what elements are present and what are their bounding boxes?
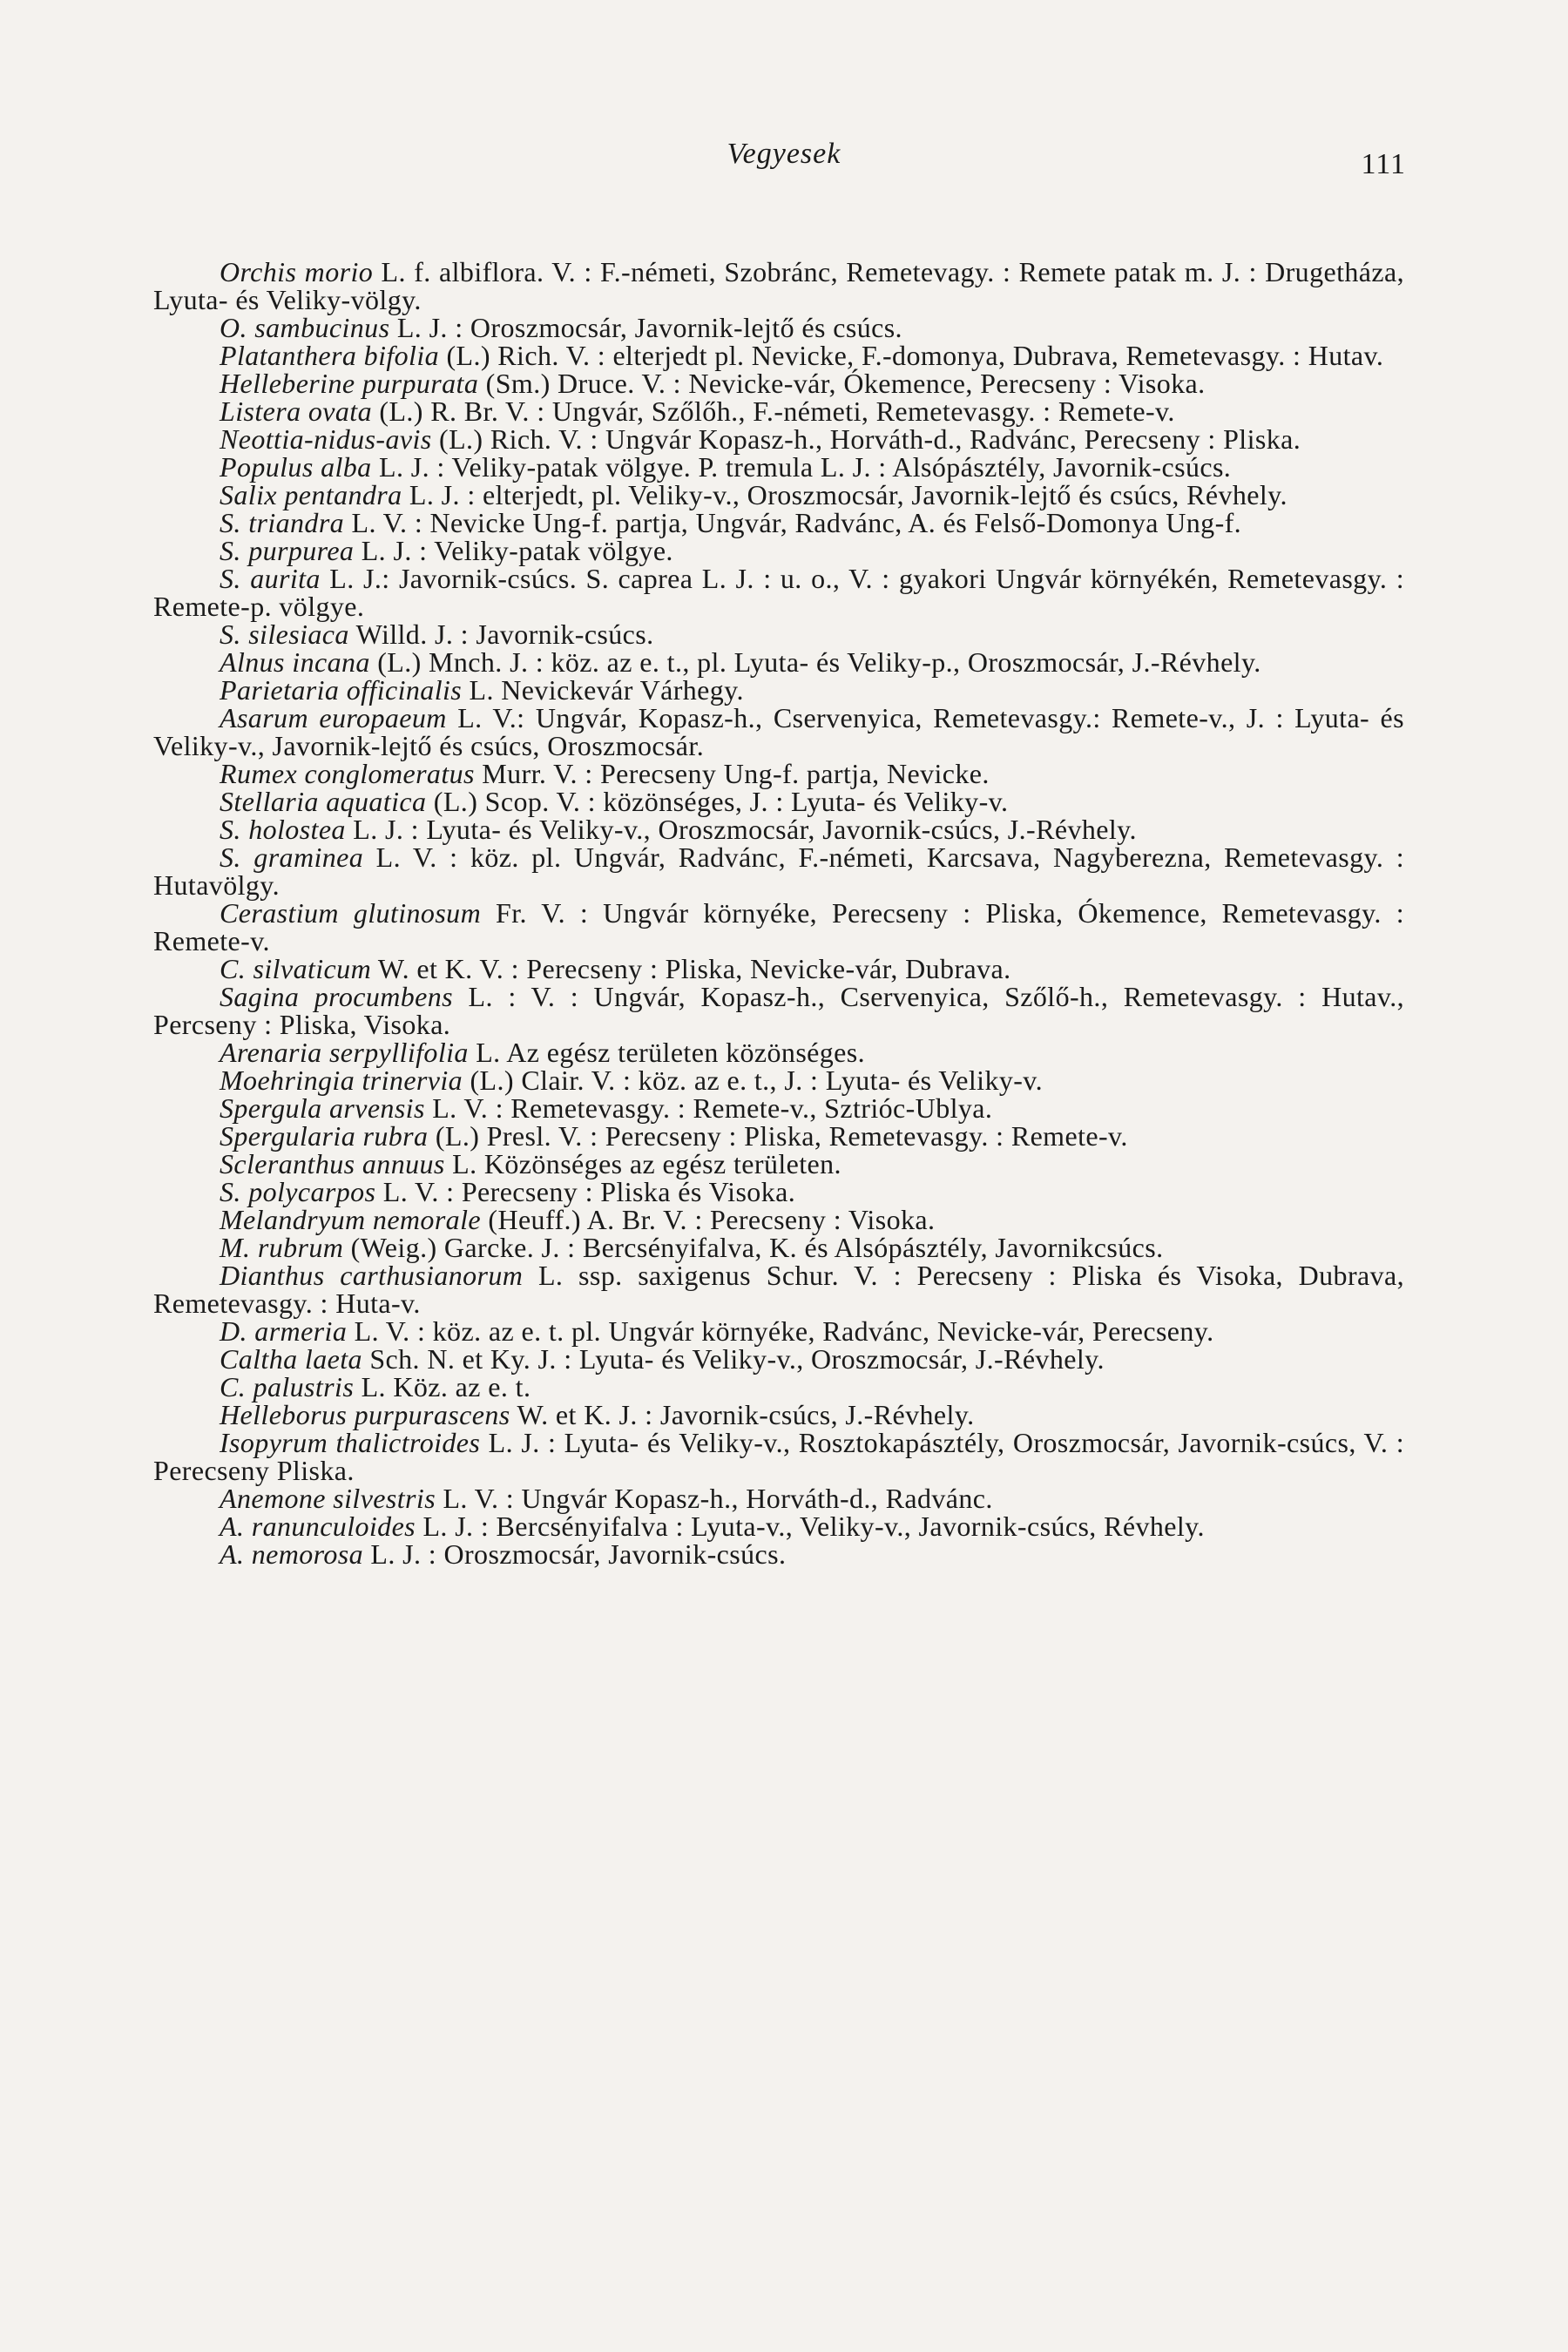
entry-text: L. f. albiflora. V. : F.-németi, Szobránc, Remetevagy. : Remete patak m. J. : Drugetháza, Lyuta- és Veliky-völgy.	[153, 256, 1404, 315]
species-name: D. armeria	[220, 1315, 348, 1347]
entry-text: Murr. V. : Perecseny Ung-f. partja, Nevicke.	[474, 758, 990, 789]
species-name: Melandryum nemorale	[220, 1204, 481, 1235]
species-name: Sagina procumbens	[220, 981, 454, 1012]
list-item	[153, 397, 1404, 425]
list-item	[153, 453, 1404, 481]
species-name: S. polycarpos	[220, 1176, 376, 1207]
entry-text: L. J. : Veliky-patak völgye.	[354, 535, 673, 566]
entry-text: L. J. : Oroszmocsár, Javornik-csúcs.	[362, 1538, 787, 1570]
species-name: A. nemorosa	[220, 1538, 363, 1570]
entry-text: (L.) R. Br. V. : Ungvár, Szőlőh., F.-németi, Remetevasgy. : Remete-v.	[371, 395, 1175, 427]
entry-text: (L.) Presl. V. : Perecseny : Pliska, Remetevasgy. : Remete-v.	[428, 1120, 1128, 1152]
species-name: Asarum europaeum	[220, 702, 447, 733]
species-name: S. purpurea	[220, 535, 355, 566]
list-item	[153, 1122, 1404, 1150]
list-item	[153, 564, 1404, 620]
list-item	[153, 676, 1404, 704]
species-name: Arenaria serpyllifolia	[220, 1037, 469, 1068]
list-item	[153, 843, 1404, 899]
species-name: Listera ovata	[220, 395, 372, 427]
entry-text: (Sm.) Druce. V. : Nevicke-vár, Ókemence, Perecseny : Visoka.	[478, 368, 1206, 399]
entry-text: Willd. J. : Javornik-csúcs.	[348, 618, 654, 650]
list-item	[153, 1066, 1404, 1094]
list-item	[153, 1401, 1404, 1429]
list-item	[153, 648, 1404, 676]
list-item	[153, 481, 1404, 509]
species-name: Spergula arvensis	[220, 1092, 425, 1124]
species-name: Helleborus purpurascens	[220, 1399, 510, 1430]
species-name: S. triandra	[220, 507, 345, 538]
entry-text: L. J. : Lyuta- és Veliky-v., Oroszmocsár, Javornik-csúcs, J.-Révhely.	[345, 814, 1137, 845]
species-name: Stellaria aquatica	[220, 786, 427, 817]
species-name: A. ranunculoides	[220, 1511, 416, 1542]
species-name: Anemone silvestris	[220, 1483, 436, 1514]
species-name: Platanthera bifolia	[220, 340, 440, 371]
species-name: M. rubrum	[220, 1232, 344, 1263]
entry-text: (L.) Mnch. J. : köz. az e. t., pl. Lyuta- és Veliky-p., Oroszmocsár, J.-Révhely.	[369, 646, 1261, 678]
entry-text: (Weig.) Garcke. J. : Bercsényifalva, K. és Alsópásztély, Javornikcsúcs.	[343, 1232, 1164, 1263]
entry-text: W. et K. J. : Javornik-csúcs, J.-Révhely.	[510, 1399, 975, 1430]
entry-text: L. J. : elterjedt, pl. Veliky-v., Oroszmocsár, Javornik-lejtő és csúcs, Révhely.	[402, 479, 1288, 510]
list-item	[153, 314, 1404, 341]
species-name: Isopyrum thalictroides	[220, 1427, 481, 1458]
list-item	[153, 258, 1404, 314]
species-name: Neottia-nidus-avis	[220, 423, 432, 455]
species-name: S. aurita	[220, 563, 321, 594]
species-name: Helleberine purpurata	[220, 368, 479, 399]
page-number: 111	[1361, 148, 1406, 180]
entry-text: L. Köz. az e. t.	[354, 1371, 531, 1402]
species-name: Caltha laeta	[220, 1343, 362, 1375]
list-item	[153, 983, 1404, 1038]
entry-text: L. V. : Perecseny : Pliska és Visoka.	[375, 1176, 796, 1207]
entry-text: L. V. : Ungvár Kopasz-h., Horváth-d., Radvánc.	[436, 1483, 993, 1514]
entry-text: L. : V. : Ungvár, Kopasz-h., Cservenyica, Szőlő-h., Remetevasgy. : Hutav., Percseny : Pliska, Visoka.	[153, 981, 1404, 1040]
list-item	[153, 1178, 1404, 1206]
species-name: S. silesiaca	[220, 618, 349, 650]
list-item	[153, 1484, 1404, 1512]
list-item	[153, 1150, 1404, 1178]
species-name: Spergularia rubra	[220, 1120, 429, 1152]
species-name: Alnus incana	[220, 646, 370, 678]
entry-text: Sch. N. et Ky. J. : Lyuta- és Veliky-v., Oroszmocsár, J.-Révhely.	[362, 1343, 1105, 1375]
entry-text: L. J. : Oroszmocsár, Javornik-lejtő és csúcs.	[389, 312, 902, 343]
list-item	[153, 1094, 1404, 1122]
list-item	[153, 509, 1404, 537]
entry-text: (L.) Rich. V. : elterjedt pl. Nevicke, F.-domonya, Dubrava, Remetevasgy. : Hutav.	[439, 340, 1384, 371]
entry-text: (L.) Scop. V. : közönséges, J. : Lyuta- és Veliky-v.	[426, 786, 1009, 817]
list-item	[153, 1540, 1404, 1568]
list-item	[153, 1512, 1404, 1540]
list-item	[153, 787, 1404, 815]
list-item	[153, 425, 1404, 453]
entry-text: L. J.: Javornik-csúcs. S. caprea L. J. : u. o., V. : gyakori Ungvár környékén, Remetevasgy. : Remete-p. völgye.	[153, 563, 1404, 622]
list-item	[153, 341, 1404, 369]
list-item	[153, 704, 1404, 760]
species-name: C. silvaticum	[220, 953, 372, 984]
entry-text: L. V. : köz. pl. Ungvár, Radvánc, F.-németi, Karcsava, Nagyberezna, Remetevasgy. : Hutavölgy.	[153, 841, 1404, 901]
entry-text: W. et K. V. : Perecseny : Pliska, Nevicke-vár, Dubrava.	[371, 953, 1011, 984]
list-item	[153, 369, 1404, 397]
running-title: Vegyesek	[727, 138, 841, 170]
entry-text: L. Nevickevár Várhegy.	[462, 674, 744, 706]
entry-text: L. ssp. saxigenus Schur. V. : Perecseny : Pliska és Visoka, Dubrava, Remetevasgy. : Huta-v.	[153, 1260, 1405, 1319]
list-item	[153, 815, 1404, 843]
entry-text: L. J. : Lyuta- és Veliky-v., Rosztokapásztély, Oroszmocsár, Javornik-csúcs, V. : Perecseny Pliska.	[153, 1427, 1404, 1486]
list-item	[153, 1345, 1404, 1373]
species-name: Dianthus carthusianorum	[220, 1260, 524, 1291]
entry-text: L. V. : Remetevasgy. : Remete-v., Sztrióc-Ublya.	[424, 1092, 993, 1124]
entry-text: L. V. : köz. az e. t. pl. Ungvár környéke, Radvánc, Nevicke-vár, Perecseny.	[347, 1315, 1214, 1347]
list-item	[153, 1373, 1404, 1401]
list-item	[153, 899, 1404, 955]
list-item	[153, 760, 1404, 787]
species-name: Rumex conglomeratus	[220, 758, 475, 789]
entry-text: L. J. : Bercsényifalva : Lyuta-v., Veliky-v., Javornik-csúcs, Révhely.	[416, 1511, 1205, 1542]
entry-text: (Heuff.) A. Br. V. : Perecseny : Visoka.	[480, 1204, 936, 1235]
species-name: Orchis morio	[220, 256, 374, 287]
entry-text: L. V.: Ungvár, Kopasz-h., Cservenyica, Remetevasgy.: Remete-v., J. : Lyuta- és Veliky-v., Javornik-lejtő és csúcs, Oroszmocsár.	[153, 702, 1404, 761]
species-name: Cerastium glutinosum	[220, 897, 482, 929]
species-name: Scleranthus annuus	[220, 1148, 445, 1179]
entry-text: L. Közönséges az egész területen.	[444, 1148, 841, 1179]
species-name: O. sambucinus	[220, 312, 390, 343]
list-item	[153, 1233, 1404, 1261]
species-name: Moehringia trinervia	[220, 1064, 463, 1096]
list-item	[153, 1206, 1404, 1233]
entry-text: (L.) Clair. V. : köz. az e. t., J. : Lyuta- és Veliky-v.	[463, 1064, 1044, 1096]
species-name: Salix pentandra	[220, 479, 402, 510]
list-item	[153, 955, 1404, 983]
list-item	[153, 1261, 1404, 1317]
entry-text: (L.) Rich. V. : Ungvár Kopasz-h., Horváth-d., Radvánc, Perecseny : Pliska.	[431, 423, 1301, 455]
species-name: C. palustris	[220, 1371, 355, 1402]
species-name: S. holostea	[220, 814, 346, 845]
species-list	[153, 258, 1404, 1568]
entry-text: Fr. V. : Ungvár környéke, Perecseny : Pliska, Ókemence, Remetevasgy. : Remete-v.	[153, 897, 1404, 956]
species-name: Populus alba	[220, 451, 372, 483]
list-item	[153, 537, 1404, 564]
list-item	[153, 1429, 1404, 1484]
list-item	[153, 620, 1404, 648]
list-item	[153, 1038, 1404, 1066]
species-name: S. graminea	[220, 841, 364, 873]
entry-text: L. Az egész területen közönséges.	[468, 1037, 866, 1068]
species-name: Parietaria officinalis	[220, 674, 463, 706]
entry-text: L. V. : Nevicke Ung-f. partja, Ungvár, Radvánc, A. és Felső-Domonya Ung-f.	[344, 507, 1242, 538]
list-item	[153, 1317, 1404, 1345]
entry-text: L. J. : Veliky-patak völgye. P. tremula L. J. : Alsópásztély, Javornik-csúcs.	[371, 451, 1232, 483]
